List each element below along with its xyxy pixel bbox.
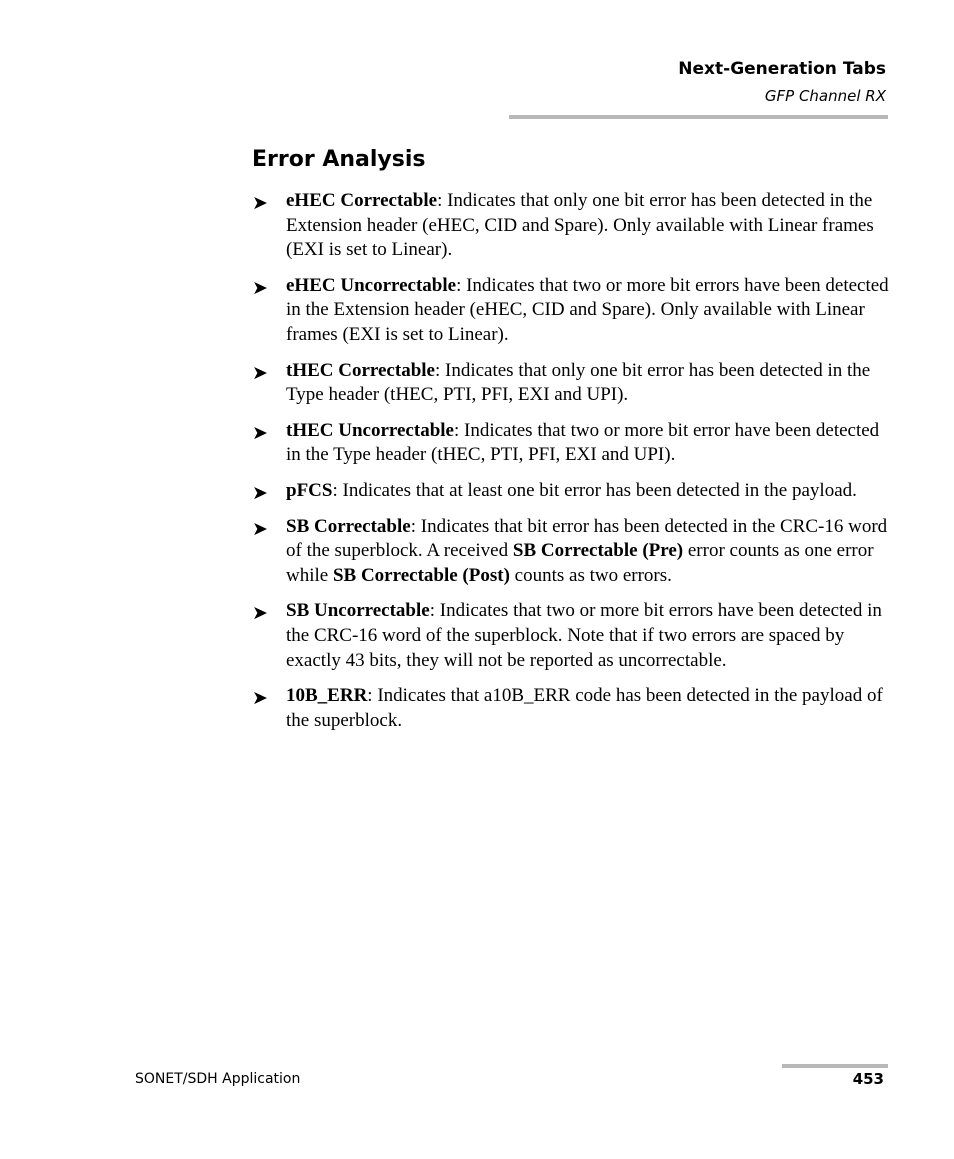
running-header	[678, 58, 886, 106]
item-term: tHEC Correctable	[286, 359, 435, 381]
list-item	[252, 419, 892, 468]
bullet-list	[252, 189, 892, 744]
header-subtitle: GFP Channel RX	[764, 87, 886, 105]
header-divider	[509, 115, 888, 119]
item-text: : Indicates that two or more bit errors have been detected in the CRC-16 word of the superblock. Note that if two errors are spaced by exactly 43 bits, they will not be reported as uncorrectable.	[286, 600, 882, 671]
arrow-bullet-icon: ➤	[252, 481, 268, 504]
item-text: : Indicates that only one bit error has been detected in the Type header (tHEC, PTI, PFI, EXI and UPI).	[286, 359, 871, 406]
arrow-bullet-icon: ➤	[252, 192, 268, 214]
item-term: eHEC Uncorrectable	[286, 274, 457, 296]
item-term-inline: SB Correctable (Pre)	[512, 540, 684, 562]
arrow-bullet-icon: ➤	[252, 687, 268, 710]
list-item	[252, 189, 892, 263]
item-term: SB Uncorrectable	[286, 600, 430, 622]
arrow-bullet-icon: ➤	[252, 602, 268, 625]
list-item	[252, 599, 892, 673]
list-item	[252, 479, 892, 504]
footer-document-name: SONET/SDH Application	[135, 1071, 301, 1087]
item-text: : Indicates that two or more bit errors have been detected in the Extension header (eHEC, CID and Spare). Only available with Linear frames (EXI is set to Linear).	[286, 274, 889, 345]
page-number: 453	[852, 1070, 884, 1088]
item-term: tHEC Uncorrectable	[286, 419, 454, 441]
list-item	[252, 684, 892, 733]
item-text: : Indicates that at least one bit error has been detected in the payload.	[332, 479, 857, 501]
section-title: Error Analysis	[252, 147, 426, 172]
item-term: 10B_ERR	[286, 685, 368, 707]
arrow-bullet-icon: ➤	[252, 421, 268, 444]
item-text: : Indicates that bit error has been detected in the CRC-16 word of the superblock. A received	[286, 515, 888, 562]
item-term-inline: SB Correctable (Post)	[332, 564, 510, 586]
list-item	[252, 515, 892, 589]
footer-divider	[782, 1064, 888, 1068]
item-text-inline: error counts as one error while	[286, 540, 874, 586]
item-text-inline: counts as two errors.	[509, 564, 672, 586]
arrow-bullet-icon: ➤	[252, 361, 268, 384]
arrow-bullet-icon: ➤	[252, 276, 268, 299]
item-text: : Indicates that only one bit error has been detected in the Extension header (eHEC, CID and Spare). Only available with Linear frames (EXI is set to Linear).	[286, 190, 874, 261]
item-text: : Indicates that two or more bit error have been detected in the Type header (tHEC, PTI, PFI, EXI and UPI).	[286, 419, 880, 466]
arrow-bullet-icon: ➤	[252, 517, 268, 540]
list-item	[252, 274, 892, 348]
item-term: SB Correctable	[286, 515, 411, 537]
list-item	[252, 359, 892, 408]
item-term: pFCS	[286, 479, 333, 501]
header-title: Next-Generation Tabs	[678, 59, 886, 79]
item-text: : Indicates that a10B_ERR code has been detected in the payload of the superblock.	[286, 685, 883, 731]
item-term: eHEC Correctable	[286, 190, 438, 211]
